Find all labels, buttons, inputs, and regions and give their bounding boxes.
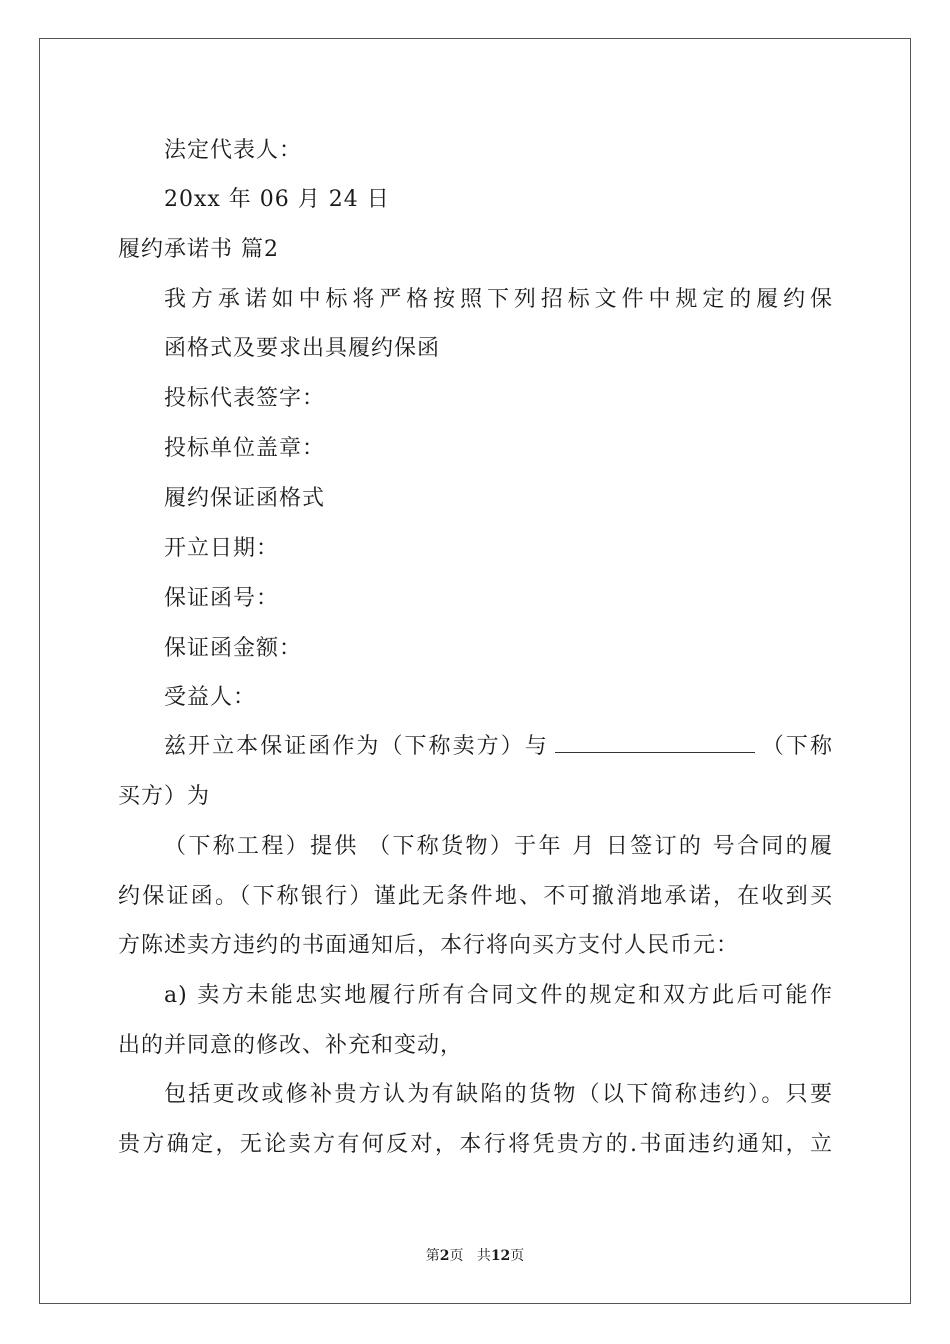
bidder-signature-line: 投标代表签字： — [164, 386, 326, 411]
paragraph-line: 买方）为 — [118, 784, 211, 809]
guarantee-number-line: 保证函号： — [164, 586, 280, 611]
guarantee-format-heading: 履约保证函格式 — [164, 486, 326, 511]
bidder-seal-line: 投标单位盖章： — [164, 436, 326, 461]
paragraph-text: （下称 — [760, 734, 833, 759]
beneficiary-line: 受益人： — [164, 685, 257, 710]
paragraph-line: 约保证函。（下称银行）谨此无条件地、不可撤消地承诺，在收到买 — [118, 884, 833, 909]
footer-text: 第 — [425, 1248, 440, 1264]
paragraph-line: 我方承诺如中标将严格按照下列招标文件中规定的履约保 — [164, 287, 833, 312]
paragraph-line: 函格式及要求出具履约保函 — [164, 336, 441, 361]
footer-text: 页 — [449, 1248, 464, 1264]
issue-date-line: 开立日期： — [164, 536, 280, 561]
current-page-number: 2 — [439, 1248, 450, 1264]
paragraph-line: 方陈述卖方违约的书面通知后，本行将向买方支付人民币元： — [118, 933, 740, 958]
paragraph-line — [164, 732, 833, 762]
date-line: 20xx 年 06 月 24 日 — [164, 187, 390, 212]
paragraph-line: 包括更改或修补贵方认为有缺陷的货物（以下简称违约）。只要 — [164, 1082, 833, 1107]
footer-text: 共 — [476, 1248, 491, 1264]
paragraph-line: 贵方确定，无论卖方有何反对，本行将凭贵方的.书面违约通知，立 — [118, 1132, 833, 1157]
guarantee-amount-line: 保证函金额： — [164, 636, 303, 661]
paragraph-text: 兹开立本保证函作为（下称卖方）与 — [164, 734, 549, 759]
paragraph-line: 出的并同意的修改、补充和变动， — [118, 1033, 464, 1058]
fill-in-blank — [555, 732, 755, 753]
legal-representative-line: 法定代表人： — [164, 138, 303, 163]
total-page-number: 12 — [490, 1248, 511, 1264]
paragraph-line: （下称工程）提供 （下称货物）于年 月 日签订的 号合同的履 — [164, 834, 833, 859]
section-heading: 履约承诺书 篇2 — [118, 237, 279, 262]
footer-text: 页 — [510, 1248, 525, 1264]
page-footer — [0, 1247, 950, 1265]
paragraph-line: a) 卖方未能忠实地履行所有合同文件的规定和双方此后可能作 — [164, 983, 833, 1008]
page-frame — [39, 38, 911, 1304]
